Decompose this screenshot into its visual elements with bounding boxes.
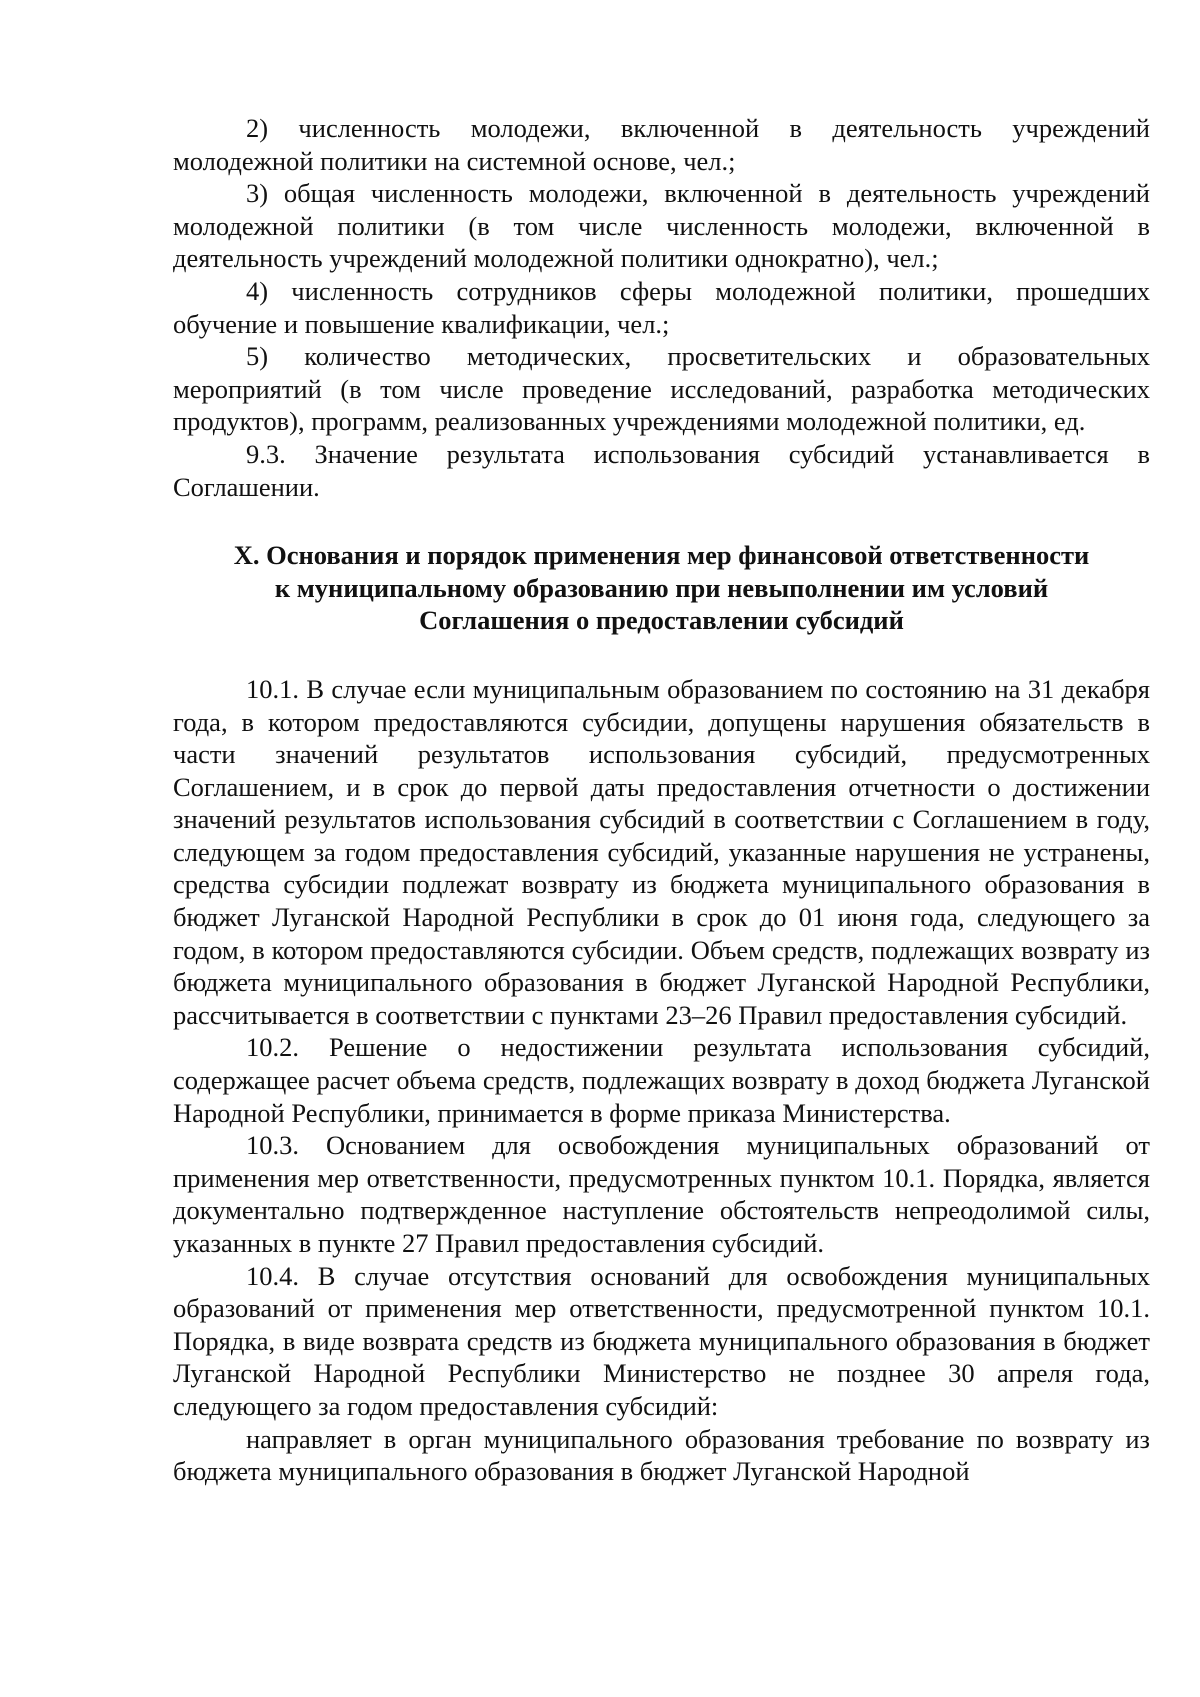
paragraph-10-1: 10.1. В случае если муниципальным образованием по состоянию на 31 декабря года, в котором предоставляются субсидии, допущены нарушения обязательств в части значений результатов использования субсидий, предусмотренных Соглашением, и в срок до первой даты предоставления отчетности о достижении значений результатов использования субсидий в соответствии с Соглашением в году, следующем за годом предоставления субсидий, указанные нарушения не устранены, средства субсидии подлежат возврату из бюджета муниципального образования в бюджет Луганской Народной Республики в срок до 01 июня года, следующего за годом, в котором предоставляются субсидии. Объем средств, подлежащих возврату из бюджета муниципального образования в бюджет Луганской Народной Республики, рассчитывается в соответствии с пунктами 23–26 Правил предоставления субсидий.: [173, 673, 1150, 1030]
paragraph-item-4: 4) численность сотрудников сферы молодежной политики, прошедших обучение и повышение квалификации, чел.;: [173, 275, 1150, 339]
paragraph-item-2: 2) численность молодежи, включенной в деятельность учреждений молодежной политики на системной основе, чел.;: [173, 113, 1150, 176]
spacer: [173, 637, 1150, 673]
paragraph-item-3: 3) общая численность молодежи, включенной в деятельность учреждений молодежной политики (в том числе численность молодежи, включенной в деятельность учреждений молодежной политики однократно), чел.;: [173, 178, 1150, 274]
paragraph-10-2: 10.2. Решение о недостижении результата использования субсидий, содержащее расчет объема средств, подлежащих возврату в доход бюджета Луганской Народной Республики, принимается в форме приказа Министерства.: [173, 1032, 1150, 1128]
section-heading-line-2: к муниципальному образованию при невыполнении им условий: [274, 572, 1049, 603]
paragraph-10-3: 10.3. Основанием для освобождения муниципальных образований от применения мер ответственности, предусмотренных пунктом 10.1. Порядка, является документально подтвержденное наступление обстоятельств непреодолимой силы, указанных в пункте 27 Правил предоставления субсидий.: [173, 1130, 1150, 1258]
section-heading-line-1: X. Основания и порядок применения мер финансовой ответственности: [233, 540, 1090, 571]
document-page: [173, 112, 1150, 1488]
paragraph-directive: направляет в орган муниципального образования требование по возврату из бюджета муниципального образования в бюджет Луганской Народной: [173, 1423, 1150, 1487]
paragraph-item-5: 5) количество методических, просветительских и образовательных мероприятий (в том числе проведение исследований, разработка методических продуктов), программ, реализованных учреждениями молодежной политики, ед.: [173, 341, 1150, 437]
paragraph-10-4: 10.4. В случае отсутствия оснований для освобождения муниципальных образований от применения мер ответственности, предусмотренной пунктом 10.1. Порядка, в виде возврата средств из бюджета муниципального образования в бюджет Луганской Народной Республики Министерство не позднее 30 апреля года, следующего за годом предоставления субсидий:: [173, 1260, 1150, 1421]
section-heading-line-3: Соглашения о предоставлении субсидий: [419, 605, 904, 636]
section-heading: [173, 539, 1150, 637]
spacer: [173, 503, 1150, 539]
paragraph-9-3: 9.3. Значение результата использования субсидий устанавливается в Соглашении.: [173, 438, 1150, 502]
